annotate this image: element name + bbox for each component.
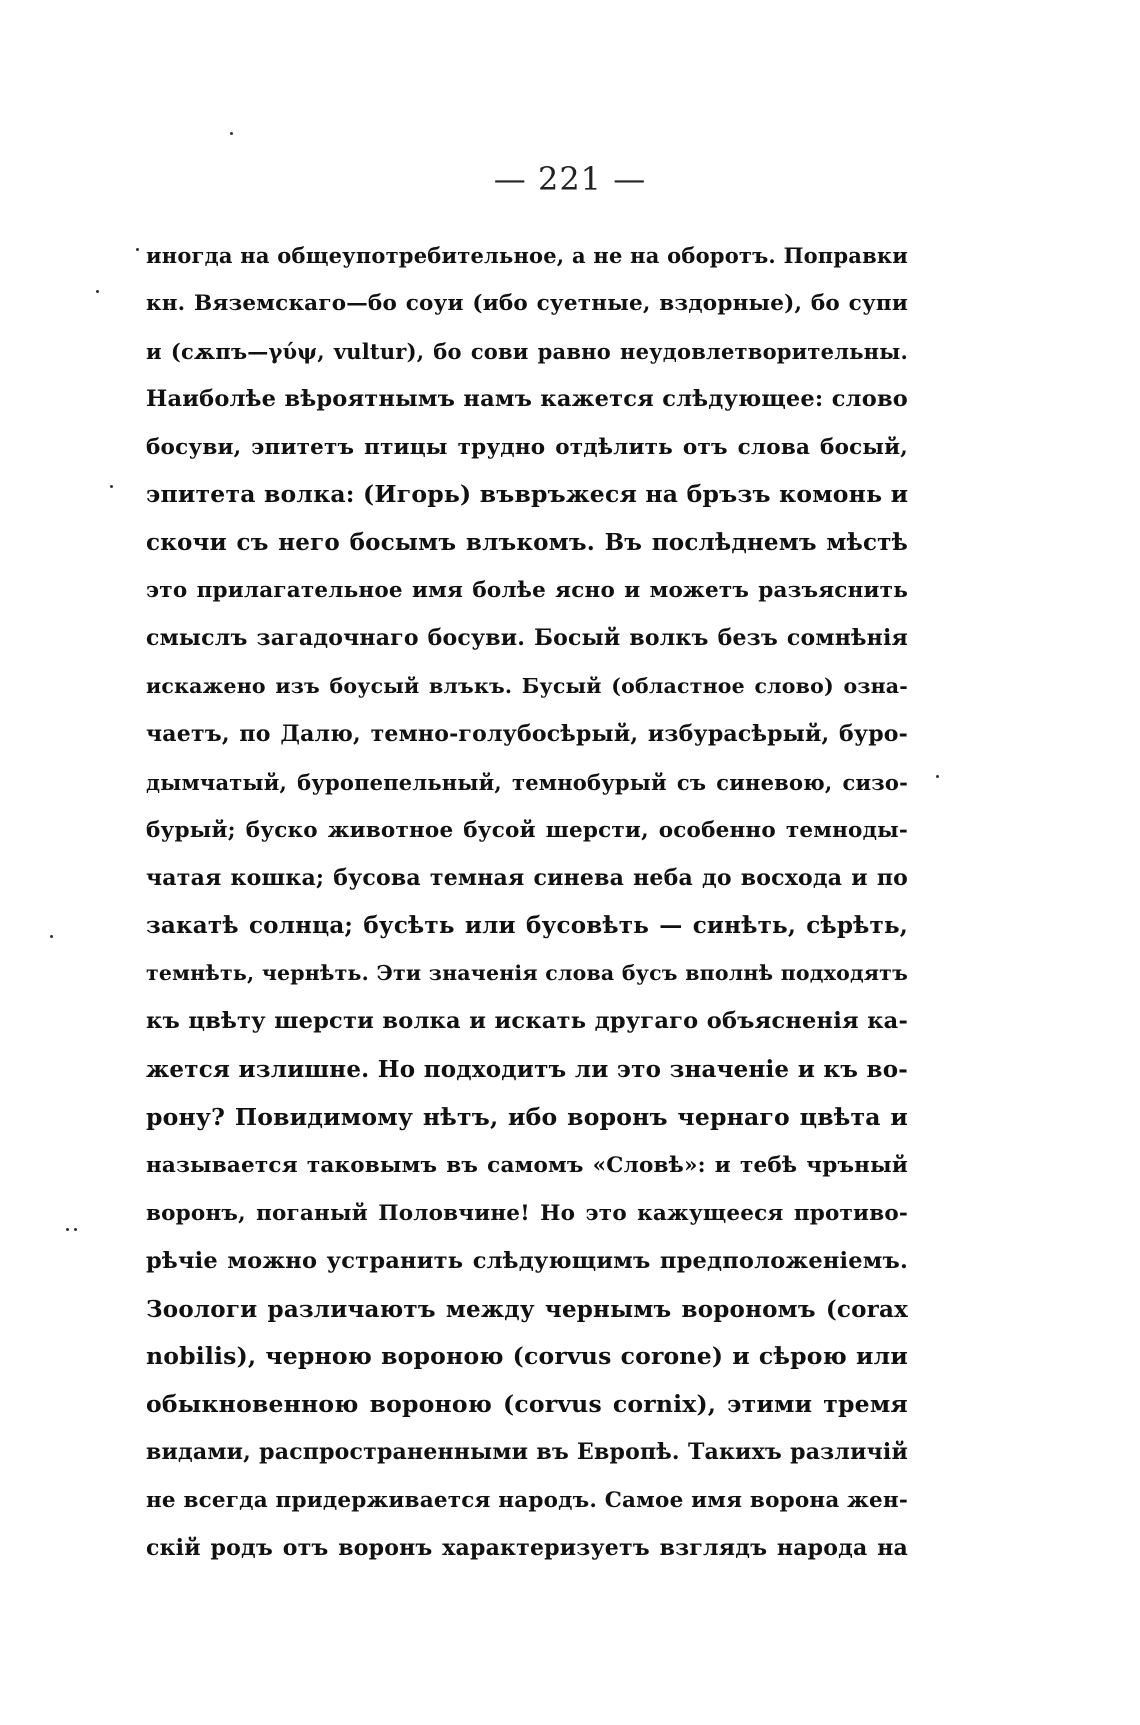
scan-speck [96, 290, 99, 293]
text-line-18: жется излишне. Но подходитъ ли это значеніе и къ во- [146, 1056, 908, 1084]
text-line-13: бурый; буско животное бусой шерсти, особенно темноды- [146, 817, 908, 843]
text-line-21: воронъ, поганый Половчине! Но это кажущееся противо- [146, 1200, 908, 1226]
scan-speck [136, 248, 139, 251]
text-line-20: называется таковымъ въ самомъ «Словѣ»: и тебѣ чръный [146, 1152, 908, 1178]
text-line-19: рону? Повидимому нѣтъ, ибо воронъ чернаго цвѣта и [146, 1103, 908, 1132]
text-line-10: искажено изъ боусый влъкъ. Бусый (областное слово) озна- [146, 674, 908, 699]
page-number: — 221 — [493, 160, 647, 198]
text-line-12: дымчатый, буропепельный, темнобурый съ синевою, сизо- [146, 769, 908, 795]
text-line-1: иногда на общеупотребительное, а не на оборотъ. Поправки [146, 243, 908, 268]
text-line-11: чаетъ, по Далю, темно-голубосѣрый, избурасѣрый, буро- [146, 720, 908, 747]
text-line-15: закатѣ солнца; бусѣть или бусовѣть — синѣть, сѣрѣть, [146, 912, 908, 940]
scan-speck [936, 775, 939, 778]
scan-speck [110, 485, 113, 488]
text-line-24: nobilis), черною вороною (corvus corone) и сѣрою или [146, 1342, 908, 1371]
text-line-23: Зоологи различаютъ между чернымъ ворономъ (corax [146, 1295, 908, 1323]
text-line-2: кн. Вяземскаго—бо соуи (ибо суетные, вздорные), бо супи [146, 290, 908, 316]
scan-speck [230, 132, 233, 135]
body-text [146, 232, 908, 1573]
text-line-22: рѣчіе можно устранить слѣдующимъ предположеніемъ. [146, 1247, 908, 1274]
text-line-26: видами, распространенными въ Европѣ. Такихъ различій [146, 1439, 908, 1466]
text-line-14: чатая кошка; бусова темная синева неба до восхода и по [146, 864, 908, 891]
text-line-27: не всегда придерживается народъ. Самое имя ворона жен- [146, 1488, 908, 1514]
scan-speck [50, 935, 53, 938]
scan-speck [74, 1228, 77, 1231]
text-line-3: и (сѫпъ—γύψ, vultur), бо сови равно неудовлетворительны. [146, 338, 908, 364]
text-line-4: Наиболѣе вѣроятнымъ намъ кажется слѣдующее: слово [146, 385, 908, 412]
text-line-25: обыкновенною вороною (corvus cornix), этими тремя [146, 1390, 908, 1419]
text-line-6: эпитета волка: (Игорь) въвръжеся на бръзъ комонь и [146, 480, 908, 509]
text-line-8: это прилагательное имя болѣе ясно и можетъ разъяснить [146, 578, 908, 604]
text-line-16: темнѣть, чернѣть. Эти значенія слова бусъ вполнѣ подходятъ [146, 961, 908, 986]
scan-speck [66, 1228, 69, 1231]
text-line-9: смыслъ загадочнаго босуви. Босый волкъ безъ сомнѣнія [146, 625, 908, 652]
text-line-7: скочи съ него босымъ влъкомъ. Въ послѣднемъ мѣстѣ [146, 529, 908, 557]
text-line-5: босуви, эпитетъ птицы трудно отдѣлить отъ слова босый, [146, 434, 908, 460]
text-line-17: къ цвѣту шерсти волка и искать другаго объясненія ка- [146, 1008, 908, 1035]
text-line-28: скій родъ отъ воронъ характеризуетъ взглядъ народа на [146, 1535, 908, 1562]
